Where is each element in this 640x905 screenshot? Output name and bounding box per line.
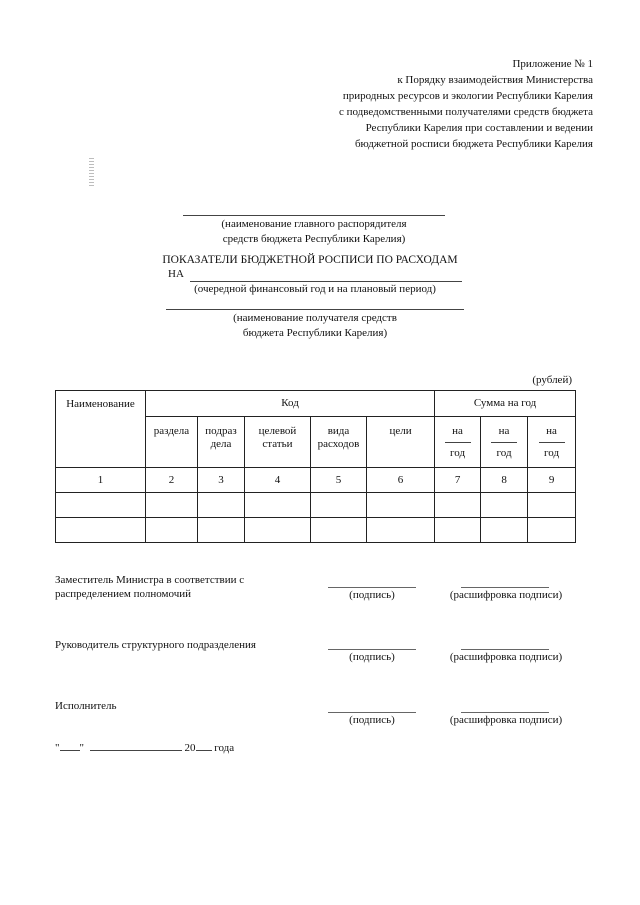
table-cell[interactable] [481,493,528,518]
header-year-3: $\frac{на}{\text{год}}$ [528,417,576,468]
appendix-line: Приложение № 1 [512,58,593,70]
units-label: (рублей) [532,374,572,386]
signature-caption: (подпись) [349,651,395,663]
appendix-line: с подведомственными получателями средств бюджета [338,106,593,118]
table-cell[interactable] [528,518,576,543]
table-cell[interactable] [435,493,481,518]
recipient-caption: (наименование получателя средств бюджета Республики Карелия) [233,312,397,339]
table-cell[interactable] [311,518,367,543]
day-blank[interactable] [60,740,80,751]
header-target-item: целевой статьи [245,417,311,468]
signature-row-1-label: Заместитель Министра в соответствии с распределением полномочий [55,574,245,600]
table-cell[interactable] [245,518,311,543]
column-number: 4 [245,468,311,493]
column-number: 8 [481,468,528,493]
date-suffix: года [214,742,235,754]
column-number: 5 [311,468,367,493]
table-cell[interactable] [146,493,198,518]
header-name: Наименование [56,391,146,468]
appendix-line: к Порядку взаимодействия Министерства [397,74,593,86]
period-row [168,268,184,280]
table-cell[interactable] [367,493,435,518]
signature-decode-caption: (расшифровка подписи) [449,589,563,601]
table-cell[interactable] [367,518,435,543]
signature-decode-caption: (расшифровка подписи) [449,651,563,663]
column-number: 1 [56,468,146,493]
signature-row-2-label: Руководитель структурного подразделения [55,639,256,651]
column-number: 7 [435,468,481,493]
signature-line[interactable] [328,587,416,588]
margin-mark [89,158,94,186]
column-number: 6 [367,468,435,493]
signature-row-3-label: Исполнитель [55,700,117,712]
header-expense-type: вида расходов [311,417,367,468]
budget-table [55,390,576,543]
date-line [55,740,234,754]
table-cell[interactable] [146,518,198,543]
table-cell[interactable] [198,518,245,543]
manager-caption: (наименование главного распорядителя средств бюджета Республики Карелия) [221,218,407,245]
table-cell[interactable] [56,518,146,543]
date-close-quote: " [79,742,84,754]
period-caption: (очередной финансовый год и на плановый период) [194,283,436,295]
header-year-2: $\frac{на}{\text{год}}$ [481,417,528,468]
signature-decode-caption: (расшифровка подписи) [449,714,563,726]
table-row [56,518,576,543]
column-number: 9 [528,468,576,493]
appendix-note [339,56,593,152]
table-header-row [56,391,576,417]
appendix-line: природных ресурсов и экологии Республики Карелия [342,90,593,102]
appendix-line: Республики Карелия при составлении и ведении [365,122,593,134]
header-subsection: подраз дела [198,417,245,468]
table-number-row [56,468,576,493]
table-cell[interactable] [245,493,311,518]
header-sum: Сумма на год [435,391,576,417]
table-cell[interactable] [481,518,528,543]
table-cell[interactable] [528,493,576,518]
table-row [56,493,576,518]
date-open-quote: " [55,742,60,754]
signature-decode-line[interactable] [461,649,549,650]
header-purpose: цели [367,417,435,468]
year-prefix: 20 [184,742,196,754]
appendix-line: бюджетной росписи бюджета Республики Карелия [354,138,593,150]
manager-name-line [183,215,445,216]
period-prefix: НА [168,268,184,280]
signature-decode-line[interactable] [461,712,549,713]
column-number: 2 [146,468,198,493]
recipient-name-line [166,309,464,310]
signature-caption: (подпись) [349,589,395,601]
table-cell[interactable] [198,493,245,518]
period-line [190,281,462,282]
signature-line[interactable] [328,712,416,713]
month-blank[interactable] [90,740,182,751]
header-code: Код [146,391,435,417]
signature-caption: (подпись) [349,714,395,726]
year-blank[interactable] [196,740,212,751]
table-cell[interactable] [56,493,146,518]
header-year-1: $\frac{на}{\text{год}}$ [435,417,481,468]
signature-decode-line[interactable] [461,587,549,588]
table-cell[interactable] [311,493,367,518]
header-section: раздела [146,417,198,468]
signature-line[interactable] [328,649,416,650]
page-title: ПОКАЗАТЕЛИ БЮДЖЕТНОЙ РОСПИСИ ПО РАСХОДАМ [162,254,458,266]
column-number: 3 [198,468,245,493]
table-cell[interactable] [435,518,481,543]
